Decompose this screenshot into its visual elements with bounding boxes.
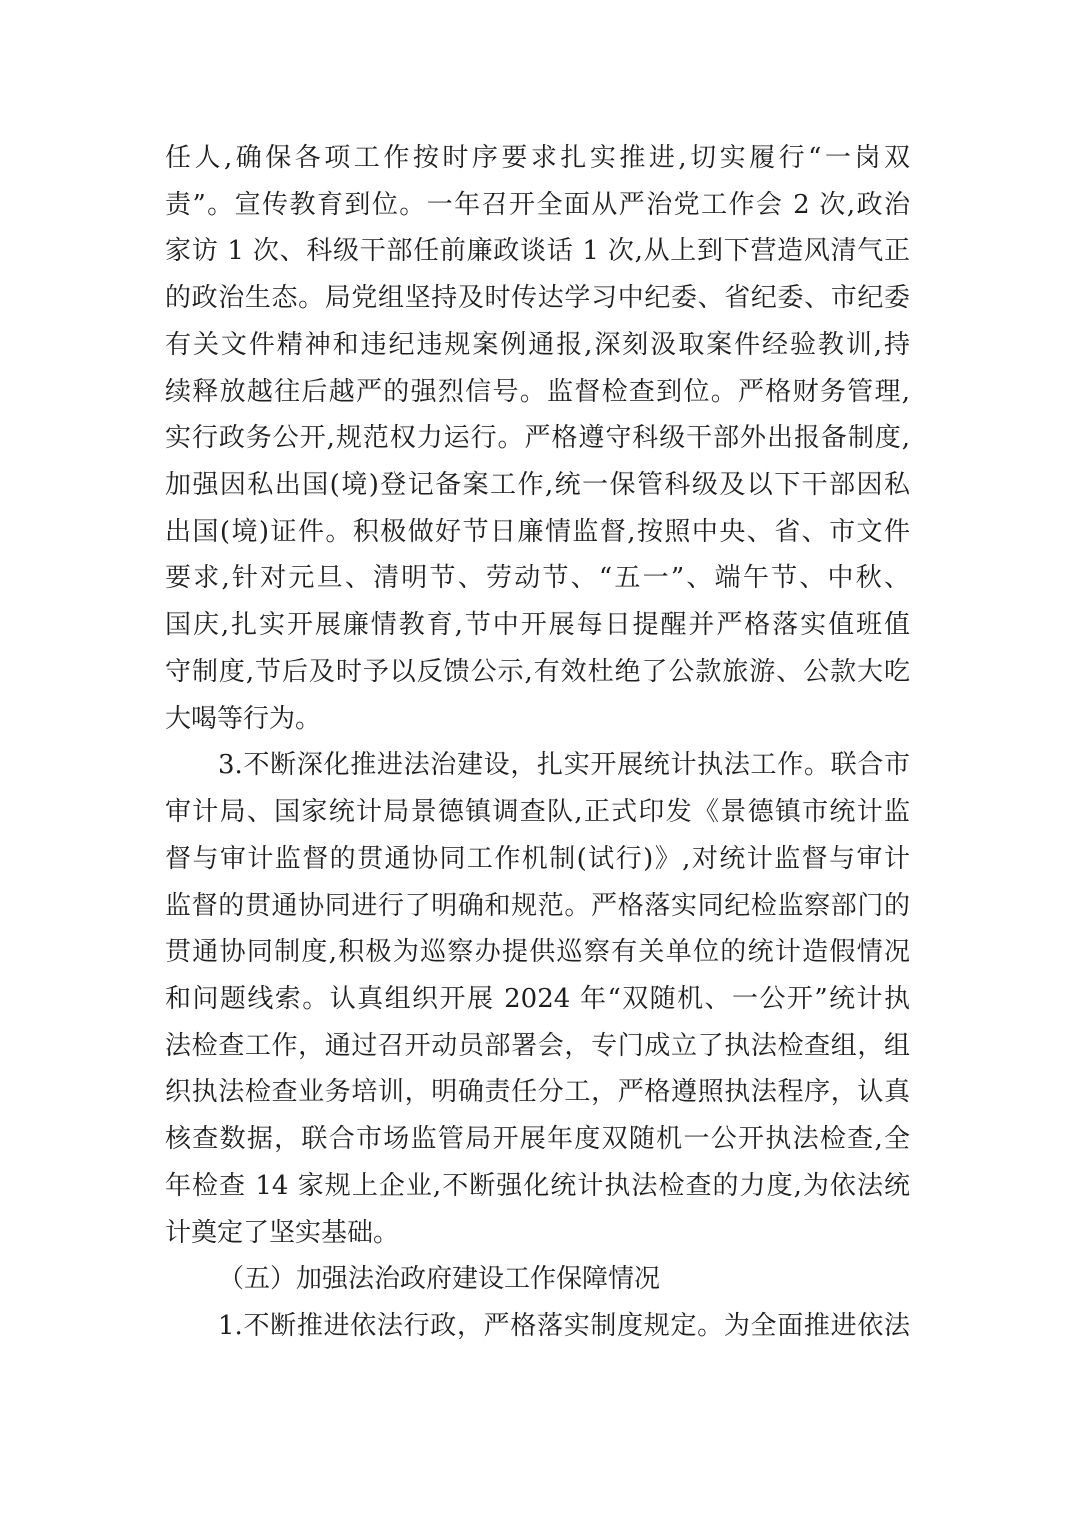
text-line: 家访 1 次、科级干部任前廉政谈话 1 次,从上到下营造风清气正: [165, 236, 910, 267]
text-line: 出国(境)证件。积极做好节日廉情监督,按照中央、省、市文件: [165, 516, 910, 547]
text-line: 大喝等行为。: [165, 703, 322, 734]
text-line: 法检查工作，通过召开动员部署会，专门成立了执法检查组，组: [165, 1030, 910, 1061]
text-line: 国庆,扎实开展廉情教育,节中开展每日提醒并严格落实值班值: [165, 610, 910, 641]
text-line: 任人,确保各项工作按时序要求扎实推进,切实履行“一岗双: [165, 143, 910, 173]
text-line: 计奠定了坚实基础。: [165, 1217, 400, 1248]
text-line: 的政治生态。局党组坚持及时传达学习中纪委、省纪委、市纪委: [165, 283, 910, 314]
text-line: 督与审计监督的贯通协同工作机制(试行)》,对统计监督与审计: [165, 843, 910, 874]
paragraph-item-1: [165, 1303, 910, 1350]
document-body: [165, 135, 910, 1350]
text-line: 核查数据，联合市场监管局开展年度双随机一公开执法检查,全: [165, 1124, 910, 1155]
text-line: 贯通协同制度,积极为巡察办提供巡察有关单位的统计造假情况: [165, 937, 910, 968]
text-line: 守制度,节后及时予以反馈公示,有效杜绝了公款旅游、公款大吃: [165, 656, 910, 687]
text-line: 1.不断推进依法行政，严格落实制度规定。为全面推进依法: [218, 1310, 910, 1341]
text-line: 审计局、国家统计局景德镇调查队,正式印发《景德镇市统计监: [165, 797, 910, 828]
text-line: 要求,针对元旦、清明节、劳动节、“五一”、端午节、中秋、: [165, 563, 910, 594]
text-line: 加强因私出国(境)登记备案工作,统一保管科级及以下干部因私: [165, 470, 910, 501]
paragraph-item-3: [165, 742, 910, 1256]
text-line: 3.不断深化推进法治建设，扎实开展统计执法工作。联合市: [218, 750, 910, 781]
text-line: 年检查 14 家规上企业,不断强化统计执法检查的力度,为依法统: [165, 1170, 910, 1201]
text-line: 责”。宣传教育到位。一年召开全面从严治党工作会 2 次,政治: [165, 189, 910, 220]
text-line: 和问题线索。认真组织开展 2024 年“双随机、一公开”统计执: [165, 983, 910, 1014]
text-line: 监督的贯通协同进行了明确和规范。严格落实同纪检监察部门的: [165, 890, 910, 921]
paragraph-continued: [165, 135, 910, 742]
section-heading: [165, 1256, 910, 1303]
text-line: 续释放越往后越严的强烈信号。监督检查到位。严格财务管理,: [165, 376, 910, 407]
text-line: 织执法检查业务培训，明确责任分工，严格遵照执法程序，认真: [165, 1077, 910, 1108]
text-line: 实行政务公开,规范权力运行。严格遵守科级干部外出报备制度,: [165, 423, 910, 454]
section-heading-text: （五）加强法治政府建设工作保障情况: [218, 1264, 661, 1295]
text-line: 有关文件精神和违纪违规案例通报,深刻汲取案件经验教训,持: [165, 329, 910, 360]
